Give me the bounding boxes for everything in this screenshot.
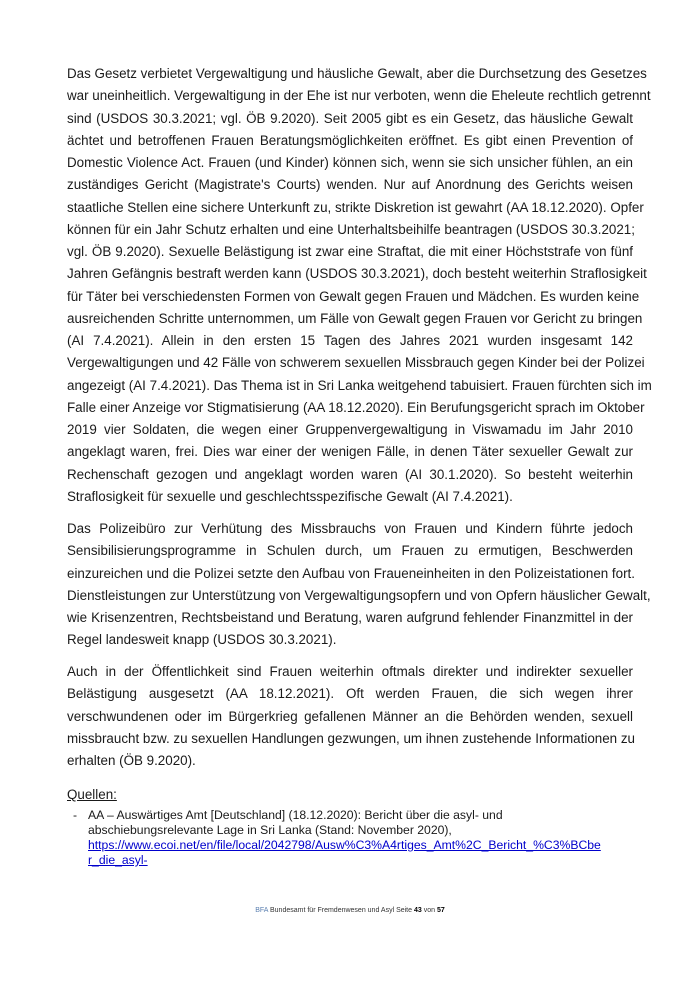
source-text-line: abschiebungsrelevante Lage in Sri Lanka (Stand: November 2020), [88, 823, 452, 837]
bfa-logo: BFA [255, 907, 269, 914]
paragraph-line: Sensibilisierungsprogramme in Schulen durch, um Frauen zu ermutigen, Beschwerden [67, 543, 633, 559]
paragraph-1 [67, 63, 652, 508]
paragraph-line: missbraucht bzw. zu sexuellen Handlungen gezwungen, um ihnen zustehende Informationen zu [67, 730, 635, 746]
paragraph-line: Falle einer Anzeige vor Stigmatisierung (AA 18.12.2020). Ein Berufungsgericht sprach im Oktober [67, 399, 645, 415]
paragraph-line: Regel landesweit knapp (USDOS 30.3.2021). [67, 632, 337, 648]
paragraph-line: staatliche Stellen eine sichere Unterkunft zu, strikte Diskretion ist gewahrt (AA 18.12.2020). Opfer [67, 199, 644, 215]
footer-of: von [423, 907, 436, 914]
paragraph-line: Belästigung ausgesetzt (AA 18.12.2021). Oft werden Frauen, die sich wegen ihrer [67, 686, 633, 702]
paragraph-line: können für ein Jahr Schutz erhalten und eine Unterhaltsbeihilfe beantragen (USDOS 30.3.2021; [67, 221, 635, 237]
paragraph-line: (AI 7.4.2021). Allein in den ersten 15 Tagen des Jahres 2021 wurden insgesamt 142 [67, 333, 633, 348]
list-bullet: - [73, 808, 78, 822]
paragraph-line: Dienstleistungen zur Unterstützung von Vergewaltigungsopfern und von Opfern häuslicher Gewalt, [67, 587, 651, 603]
paragraph-line: Das Gesetz verbietet Vergewaltigung und häusliche Gewalt, aber die Durchsetzung des Gesetzes [67, 66, 647, 81]
paragraph-line: angezeigt (AI 7.4.2021). Das Thema ist in Sri Lanka weitgehend tabuisiert. Frauen fürchten sich im [67, 377, 652, 393]
paragraph-line: Auch in der Öffentlichkeit sind Frauen weiterhin oftmals direkter und indirekter sexueller [67, 664, 633, 679]
paragraph-line: war uneinheitlich. Vergewaltigung in der Ehe ist nur verboten, wenn die Eheleute rechtlich getrennt [67, 88, 651, 104]
sources-heading: Quellen: [67, 787, 117, 802]
paragraph-line: für Täter bei verschiedensten Formen von Gewalt gegen Frauen und Mädchen. Es wurden keine [67, 288, 640, 304]
paragraph-line: zuständiges Gericht (Magistrate's Courts) wenden. Nur auf Anordnung des Gerichts weisen [67, 177, 633, 193]
paragraph-line: wie Krisenzentren, Rechtsbeistand und Beratung, waren aufgrund fehlender Finanzmittel in der [67, 610, 633, 625]
paragraph-line: Jahren Gefängnis bestraft werden kann (USDOS 30.3.2021), doch besteht weiterhin Straflosigkeit [67, 266, 647, 282]
paragraph-line: Straflosigkeit für sexuelle und geschlechtsspezifische Gewalt (AI 7.4.2021). [67, 488, 513, 504]
paragraph-line: einzureichen und die Polizei setzte den Aufbau von Fraueneinheiten in den Polizeistationen fort. [67, 565, 635, 581]
paragraph-line: erhalten (ÖB 9.2020). [67, 753, 196, 768]
paragraph-line: 2019 vier Soldaten, die wegen einer Gruppenvergewaltigung in Viswamadu im Jahr 2010 [67, 422, 633, 437]
source-text-line: AA – Auswärtiges Amt [Deutschland] (18.12.2020): Bericht über die asyl- und [88, 808, 503, 822]
paragraph-line: Domestic Violence Act. Frauen (und Kinder) können sich, wenn sie sich unsicher fühlen, an ein [67, 155, 633, 170]
paragraph-line: verschwundenen oder im Bürgerkrieg gefallenen Männer an die Behörden wenden, sexuell [67, 708, 633, 724]
paragraph-line: Das Polizeibüro zur Verhütung des Missbrauchs von Frauen und Kindern führte jedoch [67, 521, 633, 536]
page-footer [0, 907, 700, 914]
paragraph-line: ächtet und betroffenen Frauen Beratungsmöglichkeiten eröffnet. Es gibt einen Prevention of [67, 132, 633, 148]
paragraph-2 [67, 518, 651, 652]
source-item [73, 808, 648, 868]
source-link[interactable]: r_die_asyl- [88, 853, 148, 867]
page-total: 57 [436, 907, 445, 914]
paragraph-line: vgl. ÖB 9.2020). Sexuelle Belästigung ist zwar eine Straftat, die mit einer Höchststrafe von fünf [67, 244, 633, 259]
source-link[interactable]: https://www.ecoi.net/en/file/local/2042798/Ausw%C3%A4rtiges_Amt%2C_Bericht_%C3%BCbe [88, 838, 601, 852]
paragraph-line: ausreichenden Schritte unternommen, um Fälle von Gewalt gegen Frauen vor Gericht zu bringen [67, 310, 643, 326]
paragraph-line: sind (USDOS 30.3.2021; vgl. ÖB 9.2020). Seit 2005 gibt es ein Gesetz, das häusliche Gewalt [67, 110, 633, 126]
page-number: 43 [413, 907, 422, 914]
footer-org: Bundesamt für Fremdenwesen und Asyl Seite [270, 907, 413, 914]
paragraph-line: Vergewaltigungen und 42 Fälle von schwerem sexuellen Missbrauch gegen Kinder bei der Polizei [67, 355, 645, 371]
paragraph-line: Rechenschaft gezogen und angeklagt worden waren (AI 30.1.2020). So besteht weiterhin [67, 466, 633, 482]
paragraph-3 [67, 661, 633, 772]
paragraph-line: angeklagt waren, frei. Dies war einer der wenigen Fälle, in denen Täter sexueller Gewalt zur [67, 444, 633, 460]
